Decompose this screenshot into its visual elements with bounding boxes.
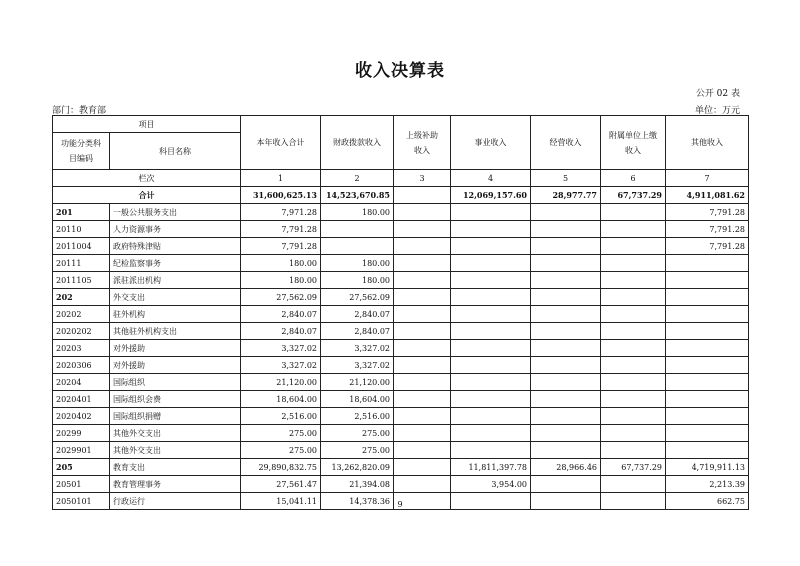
amount-cell xyxy=(451,425,531,442)
amount-cell: 2,840.07 xyxy=(321,306,394,323)
table-row xyxy=(53,238,749,255)
amount-cell xyxy=(601,306,666,323)
subject-name: 其他外交支出 xyxy=(110,442,241,459)
column-index-number: 3 xyxy=(394,170,451,187)
header-fiscal-income: 财政拨款收入 xyxy=(321,116,394,170)
amount-cell xyxy=(394,340,451,357)
amount-cell xyxy=(394,459,451,476)
column-index-label: 栏次 xyxy=(53,170,241,187)
amount-cell xyxy=(601,442,666,459)
header-row-1 xyxy=(53,116,749,133)
amount-cell xyxy=(601,340,666,357)
subject-code: 20111 xyxy=(53,255,110,272)
subject-code: 2050101 xyxy=(53,493,110,510)
subject-code: 20299 xyxy=(53,425,110,442)
amount-cell: 275.00 xyxy=(241,425,321,442)
column-index-number: 4 xyxy=(451,170,531,187)
amount-cell: 14,378.36 xyxy=(321,493,394,510)
amount-cell: 4,719,911.13 xyxy=(666,459,749,476)
page-title: 收入决算表 xyxy=(355,61,445,81)
amount-cell xyxy=(601,289,666,306)
amount-cell xyxy=(451,374,531,391)
header-subsidy-line1: 上级补助 xyxy=(406,130,438,140)
department-label: 部门：教育部 xyxy=(52,106,107,116)
amount-cell xyxy=(531,374,601,391)
total-value xyxy=(394,187,451,204)
amount-cell xyxy=(451,391,531,408)
subject-code: 20204 xyxy=(53,374,110,391)
subject-name: 对外援助 xyxy=(110,357,241,374)
amount-cell xyxy=(394,391,451,408)
amount-cell xyxy=(601,272,666,289)
table-row xyxy=(53,340,749,357)
amount-cell xyxy=(394,425,451,442)
amount-cell xyxy=(451,340,531,357)
subject-name: 国际组织捐赠 xyxy=(110,408,241,425)
header-other-income: 其他收入 xyxy=(666,116,749,170)
amount-cell xyxy=(394,442,451,459)
header-project: 项目 xyxy=(53,116,241,133)
total-row xyxy=(53,187,749,204)
subject-name: 纪检监察事务 xyxy=(110,255,241,272)
column-index-number: 6 xyxy=(601,170,666,187)
subject-code: 2011004 xyxy=(53,238,110,255)
amount-cell xyxy=(531,323,601,340)
amount-cell: 7,791.28 xyxy=(666,204,749,221)
amount-cell xyxy=(394,272,451,289)
total-label: 合计 xyxy=(53,187,241,204)
amount-cell xyxy=(394,221,451,238)
subject-name: 派驻派出机构 xyxy=(110,272,241,289)
amount-cell xyxy=(666,340,749,357)
amount-cell xyxy=(394,408,451,425)
amount-cell xyxy=(394,323,451,340)
column-index-number: 2 xyxy=(321,170,394,187)
income-table xyxy=(52,115,749,510)
amount-cell: 3,327.02 xyxy=(321,340,394,357)
amount-cell: 275.00 xyxy=(321,442,394,459)
amount-cell xyxy=(394,289,451,306)
amount-cell xyxy=(666,442,749,459)
amount-cell xyxy=(666,391,749,408)
subject-code: 20501 xyxy=(53,476,110,493)
table-row xyxy=(53,221,749,238)
header-subsidy-line2: 收入 xyxy=(414,145,430,155)
amount-cell xyxy=(531,476,601,493)
amount-cell xyxy=(451,306,531,323)
page-number: 9 xyxy=(397,500,403,509)
amount-cell xyxy=(451,323,531,340)
subject-name: 行政运行 xyxy=(110,493,241,510)
amount-cell: 2,516.00 xyxy=(241,408,321,425)
subject-name: 一般公共服务支出 xyxy=(110,204,241,221)
amount-cell: 3,327.02 xyxy=(321,357,394,374)
subject-code: 2020306 xyxy=(53,357,110,374)
total-value: 31,600,625.13 xyxy=(241,187,321,204)
amount-cell: 2,840.07 xyxy=(241,306,321,323)
amount-cell xyxy=(451,357,531,374)
table-row xyxy=(53,357,749,374)
amount-cell: 662.75 xyxy=(666,493,749,510)
column-index-number: 5 xyxy=(531,170,601,187)
amount-cell xyxy=(451,221,531,238)
subject-code: 201 xyxy=(53,204,110,221)
amount-cell: 7,791.28 xyxy=(241,221,321,238)
amount-cell xyxy=(601,255,666,272)
amount-cell: 2,516.00 xyxy=(321,408,394,425)
amount-cell: 27,562.09 xyxy=(241,289,321,306)
amount-cell xyxy=(451,442,531,459)
header-affiliate-line2: 收入 xyxy=(625,145,641,155)
amount-cell: 180.00 xyxy=(241,272,321,289)
amount-cell: 2,840.07 xyxy=(241,323,321,340)
amount-cell: 2,213.39 xyxy=(666,476,749,493)
amount-cell: 2,840.07 xyxy=(321,323,394,340)
amount-cell xyxy=(601,476,666,493)
amount-cell: 67,737.29 xyxy=(601,459,666,476)
amount-cell xyxy=(601,374,666,391)
amount-cell: 275.00 xyxy=(321,425,394,442)
unit-label: 单位：万元 xyxy=(694,106,740,116)
amount-cell xyxy=(666,323,749,340)
table-row xyxy=(53,306,749,323)
table-row xyxy=(53,459,749,476)
amount-cell xyxy=(666,289,749,306)
amount-cell xyxy=(601,391,666,408)
amount-cell xyxy=(451,255,531,272)
header-affiliate-line1: 附属单位上缴 xyxy=(609,130,657,140)
subject-name: 对外援助 xyxy=(110,340,241,357)
amount-cell: 18,604.00 xyxy=(241,391,321,408)
table-row xyxy=(53,425,749,442)
table-row xyxy=(53,272,749,289)
amount-cell: 18,604.00 xyxy=(321,391,394,408)
header-func-code xyxy=(53,133,110,170)
amount-cell xyxy=(666,255,749,272)
amount-cell xyxy=(666,306,749,323)
amount-cell xyxy=(531,391,601,408)
subject-name: 驻外机构 xyxy=(110,306,241,323)
amount-cell xyxy=(451,408,531,425)
amount-cell xyxy=(601,408,666,425)
subject-name: 其他外交支出 xyxy=(110,425,241,442)
amount-cell xyxy=(321,238,394,255)
amount-cell xyxy=(394,357,451,374)
subject-name: 其他驻外机构支出 xyxy=(110,323,241,340)
subject-code: 20203 xyxy=(53,340,110,357)
subject-name: 政府特殊津贴 xyxy=(110,238,241,255)
header-affiliate-income xyxy=(601,116,666,170)
amount-cell: 3,327.02 xyxy=(241,340,321,357)
table-row xyxy=(53,476,749,493)
subject-code: 205 xyxy=(53,459,110,476)
amount-cell xyxy=(394,374,451,391)
amount-cell xyxy=(531,221,601,238)
header-subsidy-income xyxy=(394,116,451,170)
amount-cell xyxy=(531,442,601,459)
subject-name: 教育支出 xyxy=(110,459,241,476)
subject-code: 2011105 xyxy=(53,272,110,289)
amount-cell xyxy=(531,272,601,289)
amount-cell: 275.00 xyxy=(241,442,321,459)
column-index-number: 7 xyxy=(666,170,749,187)
subject-name: 国际组织会费 xyxy=(110,391,241,408)
amount-cell: 180.00 xyxy=(321,255,394,272)
amount-cell xyxy=(531,340,601,357)
amount-cell xyxy=(666,374,749,391)
amount-cell: 29,890,832.75 xyxy=(241,459,321,476)
table-row xyxy=(53,323,749,340)
amount-cell xyxy=(394,306,451,323)
subject-name: 外交支出 xyxy=(110,289,241,306)
amount-cell: 180.00 xyxy=(321,272,394,289)
total-value: 12,069,157.60 xyxy=(451,187,531,204)
header-business-income: 事业收入 xyxy=(451,116,531,170)
amount-cell: 7,971.28 xyxy=(241,204,321,221)
amount-cell xyxy=(601,221,666,238)
table-row xyxy=(53,289,749,306)
amount-cell: 7,791.28 xyxy=(241,238,321,255)
amount-cell xyxy=(451,238,531,255)
column-index-row xyxy=(53,170,749,187)
amount-cell: 7,791.28 xyxy=(666,238,749,255)
subject-name: 人力资源事务 xyxy=(110,221,241,238)
amount-cell: 180.00 xyxy=(241,255,321,272)
table-row xyxy=(53,408,749,425)
amount-cell: 3,954.00 xyxy=(451,476,531,493)
amount-cell: 15,041.11 xyxy=(241,493,321,510)
header-func-code-line1: 功能分类科 xyxy=(61,139,101,148)
amount-cell: 180.00 xyxy=(321,204,394,221)
amount-cell xyxy=(601,238,666,255)
amount-cell: 21,394.08 xyxy=(321,476,394,493)
table-row xyxy=(53,255,749,272)
amount-cell: 21,120.00 xyxy=(241,374,321,391)
amount-cell: 3,327.02 xyxy=(241,357,321,374)
table-row xyxy=(53,442,749,459)
amount-cell xyxy=(321,221,394,238)
amount-cell xyxy=(394,255,451,272)
amount-cell xyxy=(531,357,601,374)
amount-cell xyxy=(531,306,601,323)
header-func-code-line2: 目编码 xyxy=(69,154,93,163)
subject-name: 教育管理事务 xyxy=(110,476,241,493)
amount-cell xyxy=(531,289,601,306)
table-row xyxy=(53,374,749,391)
table-row xyxy=(53,391,749,408)
amount-cell: 21,120.00 xyxy=(321,374,394,391)
amount-cell xyxy=(531,425,601,442)
column-index-number: 1 xyxy=(241,170,321,187)
amount-cell: 28,966.46 xyxy=(531,459,601,476)
amount-cell: 27,562.09 xyxy=(321,289,394,306)
amount-cell xyxy=(666,408,749,425)
table-row xyxy=(53,204,749,221)
amount-cell xyxy=(451,204,531,221)
amount-cell: 13,262,820.09 xyxy=(321,459,394,476)
amount-cell: 11,811,397.78 xyxy=(451,459,531,476)
amount-cell xyxy=(394,476,451,493)
subject-code: 202 xyxy=(53,289,110,306)
amount-cell xyxy=(394,204,451,221)
subject-code: 2029901 xyxy=(53,442,110,459)
subject-code: 20202 xyxy=(53,306,110,323)
header-total-income: 本年收入合计 xyxy=(241,116,321,170)
amount-cell xyxy=(531,238,601,255)
amount-cell xyxy=(601,425,666,442)
subject-code: 2020401 xyxy=(53,391,110,408)
amount-cell xyxy=(601,204,666,221)
header-operation-income: 经营收入 xyxy=(531,116,601,170)
amount-cell xyxy=(451,272,531,289)
amount-cell xyxy=(451,289,531,306)
subject-name: 国际组织 xyxy=(110,374,241,391)
amount-cell xyxy=(531,204,601,221)
amount-cell: 7,791.28 xyxy=(666,221,749,238)
amount-cell xyxy=(601,357,666,374)
amount-cell xyxy=(531,408,601,425)
subject-code: 2020402 xyxy=(53,408,110,425)
amount-cell xyxy=(666,425,749,442)
amount-cell xyxy=(531,255,601,272)
header-subject-name: 科目名称 xyxy=(110,133,241,170)
amount-cell: 27,561.47 xyxy=(241,476,321,493)
subject-code: 2020202 xyxy=(53,323,110,340)
amount-cell xyxy=(666,272,749,289)
subject-code: 20110 xyxy=(53,221,110,238)
amount-cell xyxy=(666,357,749,374)
amount-cell xyxy=(394,238,451,255)
total-value: 14,523,670.85 xyxy=(321,187,394,204)
total-value: 4,911,081.62 xyxy=(666,187,749,204)
total-value: 67,737.29 xyxy=(601,187,666,204)
total-value: 28,977.77 xyxy=(531,187,601,204)
amount-cell xyxy=(601,323,666,340)
form-number: 公开 02 表 xyxy=(695,89,740,99)
